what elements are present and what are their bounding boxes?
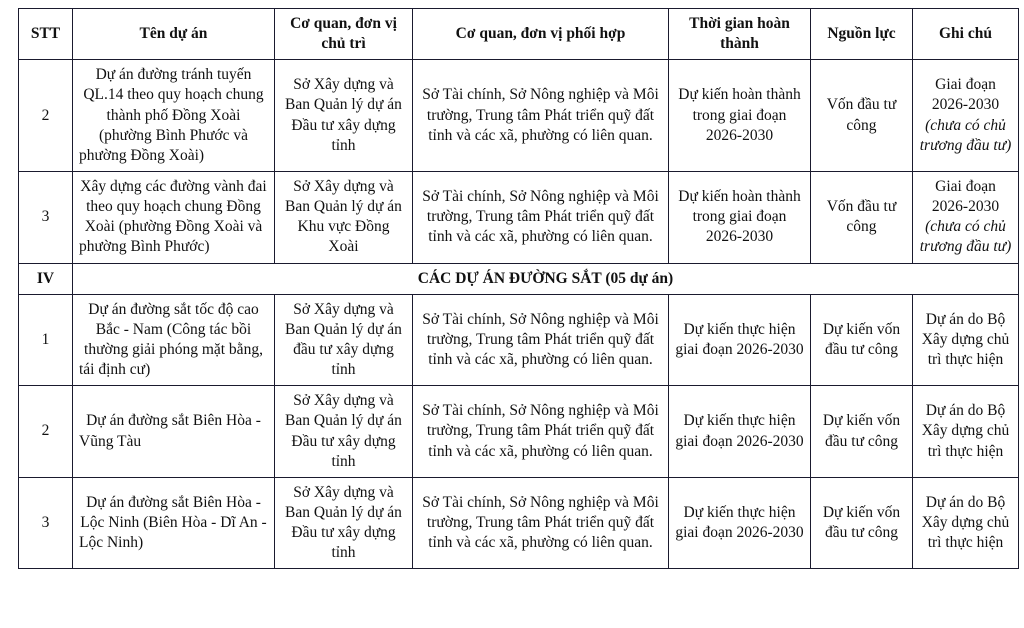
cell-project-name: Dự án đường sắt tốc độ cao Bắc - Nam (Công tác bồi thường giải phóng mặt bằng, tái định cư) <box>73 294 275 386</box>
section-title: CÁC DỰ ÁN ĐƯỜNG SẮT (05 dự án) <box>73 263 1019 294</box>
column-header-lead: Cơ quan, đơn vị chủ trì <box>275 9 413 60</box>
table-row <box>19 477 1019 569</box>
column-header-res: Nguồn lực <box>811 9 913 60</box>
cell-lead-agency: Sở Xây dựng và Ban Quản lý dự án Đầu tư xây dựng tỉnh <box>275 477 413 569</box>
note-main-text: Dự án do Bộ Xây dựng chủ trì thực hiện <box>921 402 1010 460</box>
table-row <box>19 294 1019 386</box>
table-row <box>19 171 1019 263</box>
table-row <box>19 60 1019 172</box>
column-header-name: Tên dự án <box>73 9 275 60</box>
cell-resource: Dự kiến vốn đầu tư công <box>811 294 913 386</box>
column-header-time: Thời gian hoàn thành <box>669 9 811 60</box>
cell-completion-time: Dự kiến hoàn thành trong giai đoạn 2026-2030 <box>669 60 811 172</box>
cell-project-name: Dự án đường tránh tuyến QL.14 theo quy hoạch chung thành phố Đồng Xoài (phường Bình Phước và phường Đồng Xoài) <box>73 60 275 172</box>
note-italic-text: (chưa có chủ trương đầu tư) <box>919 218 1012 256</box>
cell-lead-agency: Sở Xây dựng và Ban Quản lý dự án Khu vực Đồng Xoài <box>275 171 413 263</box>
cell-completion-time: Dự kiến thực hiện giai đoạn 2026-2030 <box>669 294 811 386</box>
cell-stt: 2 <box>19 386 73 478</box>
section-number: IV <box>19 263 73 294</box>
cell-note <box>913 386 1019 478</box>
note-italic-text: (chưa có chủ trương đầu tư) <box>919 116 1012 154</box>
cell-note <box>913 60 1019 172</box>
column-header-note: Ghi chú <box>913 9 1019 60</box>
cell-resource: Vốn đầu tư công <box>811 171 913 263</box>
cell-stt: 2 <box>19 60 73 172</box>
note-main-text: Dự án do Bộ Xây dựng chủ trì thực hiện <box>921 493 1010 552</box>
column-header-coop: Cơ quan, đơn vị phối hợp <box>413 9 669 60</box>
cell-note <box>913 294 1019 386</box>
cell-project-name: Dự án đường sắt Biên Hòa - Vũng Tàu <box>73 386 275 478</box>
cell-cooperating-agency: Sở Tài chính, Sở Nông nghiệp và Môi trường, Trung tâm Phát triển quỹ đất tỉnh và các xã, phường có liên quan. <box>413 60 669 172</box>
cell-cooperating-agency: Sở Tài chính, Sở Nông nghiệp và Môi trường, Trung tâm Phát triển quỹ đất tỉnh và các xã, phường có liên quan. <box>413 294 669 386</box>
table-section-row <box>19 263 1019 294</box>
cell-lead-agency: Sở Xây dựng và Ban Quản lý dự án Đầu tư xây dựng tỉnh <box>275 386 413 478</box>
cell-completion-time: Dự kiến thực hiện giai đoạn 2026-2030 <box>669 386 811 478</box>
project-plan-table <box>18 8 1019 569</box>
cell-note <box>913 171 1019 263</box>
table-row <box>19 386 1019 478</box>
cell-lead-agency: Sở Xây dựng và Ban Quản lý dự án Đầu tư xây dựng tỉnh <box>275 60 413 172</box>
cell-completion-time: Dự kiến hoàn thành trong giai đoạn 2026-2030 <box>669 171 811 263</box>
cell-note <box>913 477 1019 569</box>
table-body <box>19 60 1019 569</box>
cell-resource: Vốn đầu tư công <box>811 60 913 172</box>
cell-lead-agency: Sở Xây dựng và Ban Quản lý dự án đầu tư xây dựng tỉnh <box>275 294 413 386</box>
note-main-text: Dự án do Bộ Xây dựng chủ trì thực hiện <box>921 310 1010 369</box>
note-main-text: Giai đoạn 2026-2030 <box>931 177 1000 216</box>
note-main-text: Giai đoạn 2026-2030 <box>931 76 1000 114</box>
cell-cooperating-agency: Sở Tài chính, Sở Nông nghiệp và Môi trường, Trung tâm Phát triển quỹ đất tỉnh và các xã, phường có liên quan. <box>413 477 669 569</box>
cell-completion-time: Dự kiến thực hiện giai đoạn 2026-2030 <box>669 477 811 569</box>
cell-stt: 3 <box>19 477 73 569</box>
cell-stt: 3 <box>19 171 73 263</box>
cell-project-name: Xây dựng các đường vành đai theo quy hoạch chung Đồng Xoài (phường Đồng Xoài và phường Bình Phước) <box>73 171 275 263</box>
cell-stt: 1 <box>19 294 73 386</box>
column-header-stt: STT <box>19 9 73 60</box>
cell-resource: Dự kiến vốn đầu tư công <box>811 386 913 478</box>
cell-cooperating-agency: Sở Tài chính, Sở Nông nghiệp và Môi trường, Trung tâm Phát triển quỹ đất tỉnh và các xã, phường có liên quan. <box>413 171 669 263</box>
table-header-row <box>19 9 1019 60</box>
cell-project-name: Dự án đường sắt Biên Hòa - Lộc Ninh (Biên Hòa - Dĩ An - Lộc Ninh) <box>73 477 275 569</box>
table-header <box>19 9 1019 60</box>
cell-cooperating-agency: Sở Tài chính, Sở Nông nghiệp và Môi trường, Trung tâm Phát triển quỹ đất tỉnh và các xã, phường có liên quan. <box>413 386 669 478</box>
cell-resource: Dự kiến vốn đầu tư công <box>811 477 913 569</box>
